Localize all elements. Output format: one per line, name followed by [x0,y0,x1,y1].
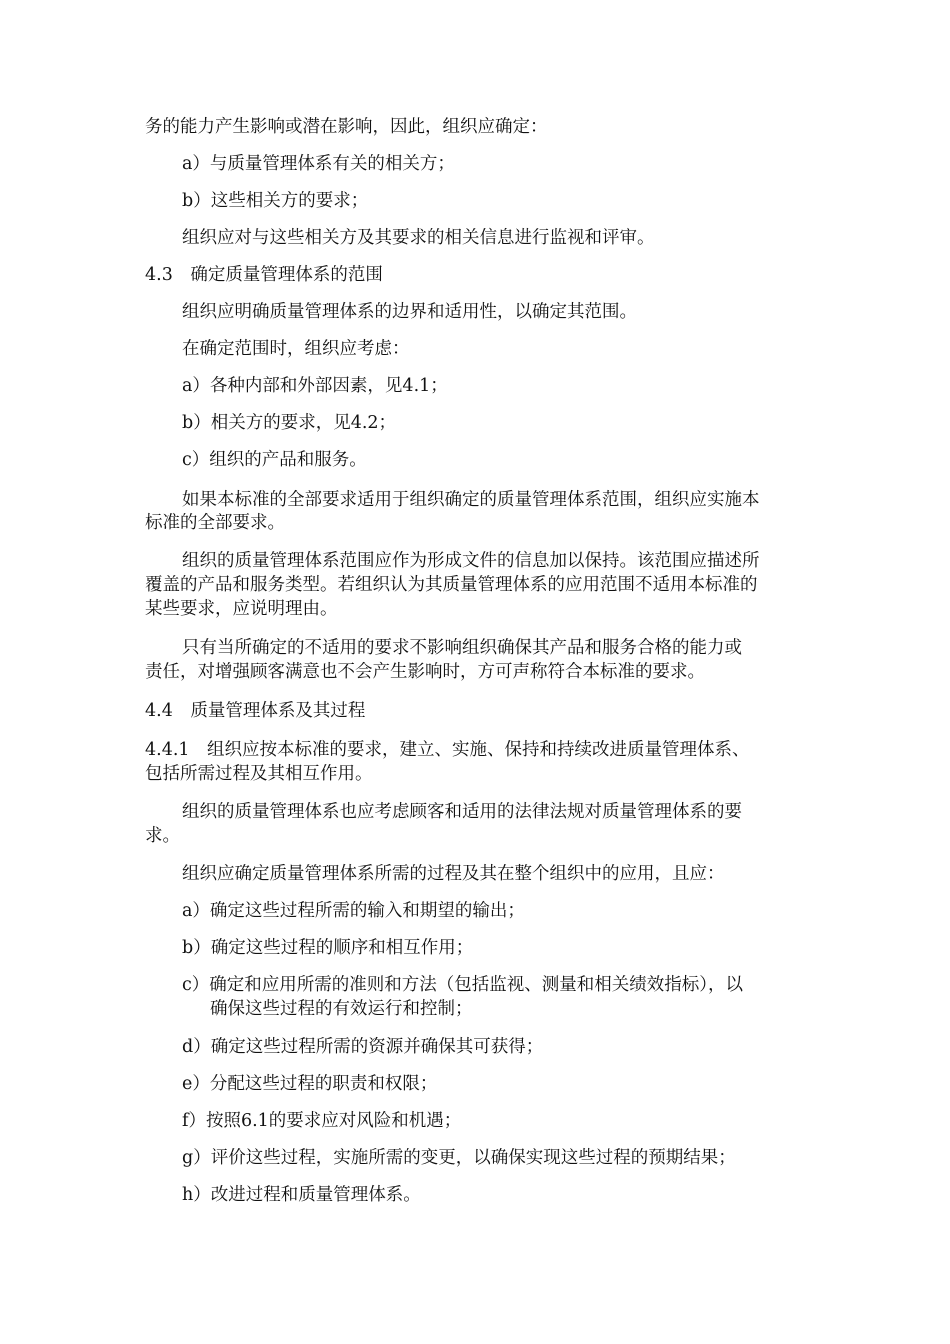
list-item: a）各种内部和外部因素，见4.1； [182,376,448,396]
paragraph-line: 在确定范围时，组织应考虑： [182,339,410,359]
paragraph-line: 务的能力产生影响或潜在影响，因此，组织应确定： [145,117,548,137]
paragraph-line: 标准的全部要求。 [145,513,285,533]
paragraph-line: 包括所需过程及其相互作用。 [145,764,373,784]
section-heading: 4.3 确定质量管理体系的范围 [145,265,383,285]
list-item: d）确定这些过程所需的资源并确保其可获得； [182,1037,544,1057]
list-item: e）分配这些过程的职责和权限； [182,1074,438,1094]
paragraph-line: 覆盖的产品和服务类型。若组织认为其质量管理体系的应用范围不适用本标准的 [145,575,758,595]
list-item: a）确定这些过程所需的输入和期望的输出； [182,901,525,921]
list-item: c）组织的产品和服务。 [182,450,367,470]
list-item: b）相关方的要求，见4.2； [182,413,397,433]
list-item: b）确定这些过程的顺序和相互作用； [182,938,474,958]
paragraph-line: 组织应对与这些相关方及其要求的相关信息进行监视和评审。 [182,228,655,248]
paragraph-line: 组织的质量管理体系范围应作为形成文件的信息加以保持。该范围应描述所 [182,551,760,571]
paragraph-line: 求。 [145,826,180,846]
paragraph-line: 如果本标准的全部要求适用于组织确定的质量管理体系范围，组织应实施本 [182,490,760,510]
list-item: c）确定和应用所需的准则和方法（包括监视、测量和相关绩效指标），以 [182,975,744,995]
paragraph-line: 某些要求，应说明理由。 [145,599,338,619]
list-item: b）这些相关方的要求； [182,191,369,211]
paragraph-line: 组织应明确质量管理体系的边界和适用性，以确定其范围。 [182,302,637,322]
list-item: f）按照6.1的要求应对风险和机遇； [182,1111,462,1131]
list-item: a）与质量管理体系有关的相关方； [182,154,455,174]
paragraph-line: 责任，对增强顾客满意也不会产生影响时，方可声称符合本标准的要求。 [145,662,705,682]
list-item: h）改进过程和质量管理体系。 [182,1185,421,1205]
paragraph-line: 只有当所确定的不适用的要求不影响组织确保其产品和服务合格的能力或 [182,638,742,658]
paragraph-line: 4.4.1 组织应按本标准的要求，建立、实施、保持和持续改进质量管理体系、 [145,740,750,760]
list-item: g）评价这些过程，实施所需的变更，以确保实现这些过程的预期结果； [182,1148,736,1168]
paragraph-line: 组织的质量管理体系也应考虑顾客和适用的法律法规对质量管理体系的要 [182,802,742,822]
list-item: 确保这些过程的有效运行和控制； [210,999,473,1019]
paragraph-line: 组织应确定质量管理体系所需的过程及其在整个组织中的应用，且应： [182,864,725,884]
section-heading: 4.4 质量管理体系及其过程 [145,701,366,721]
